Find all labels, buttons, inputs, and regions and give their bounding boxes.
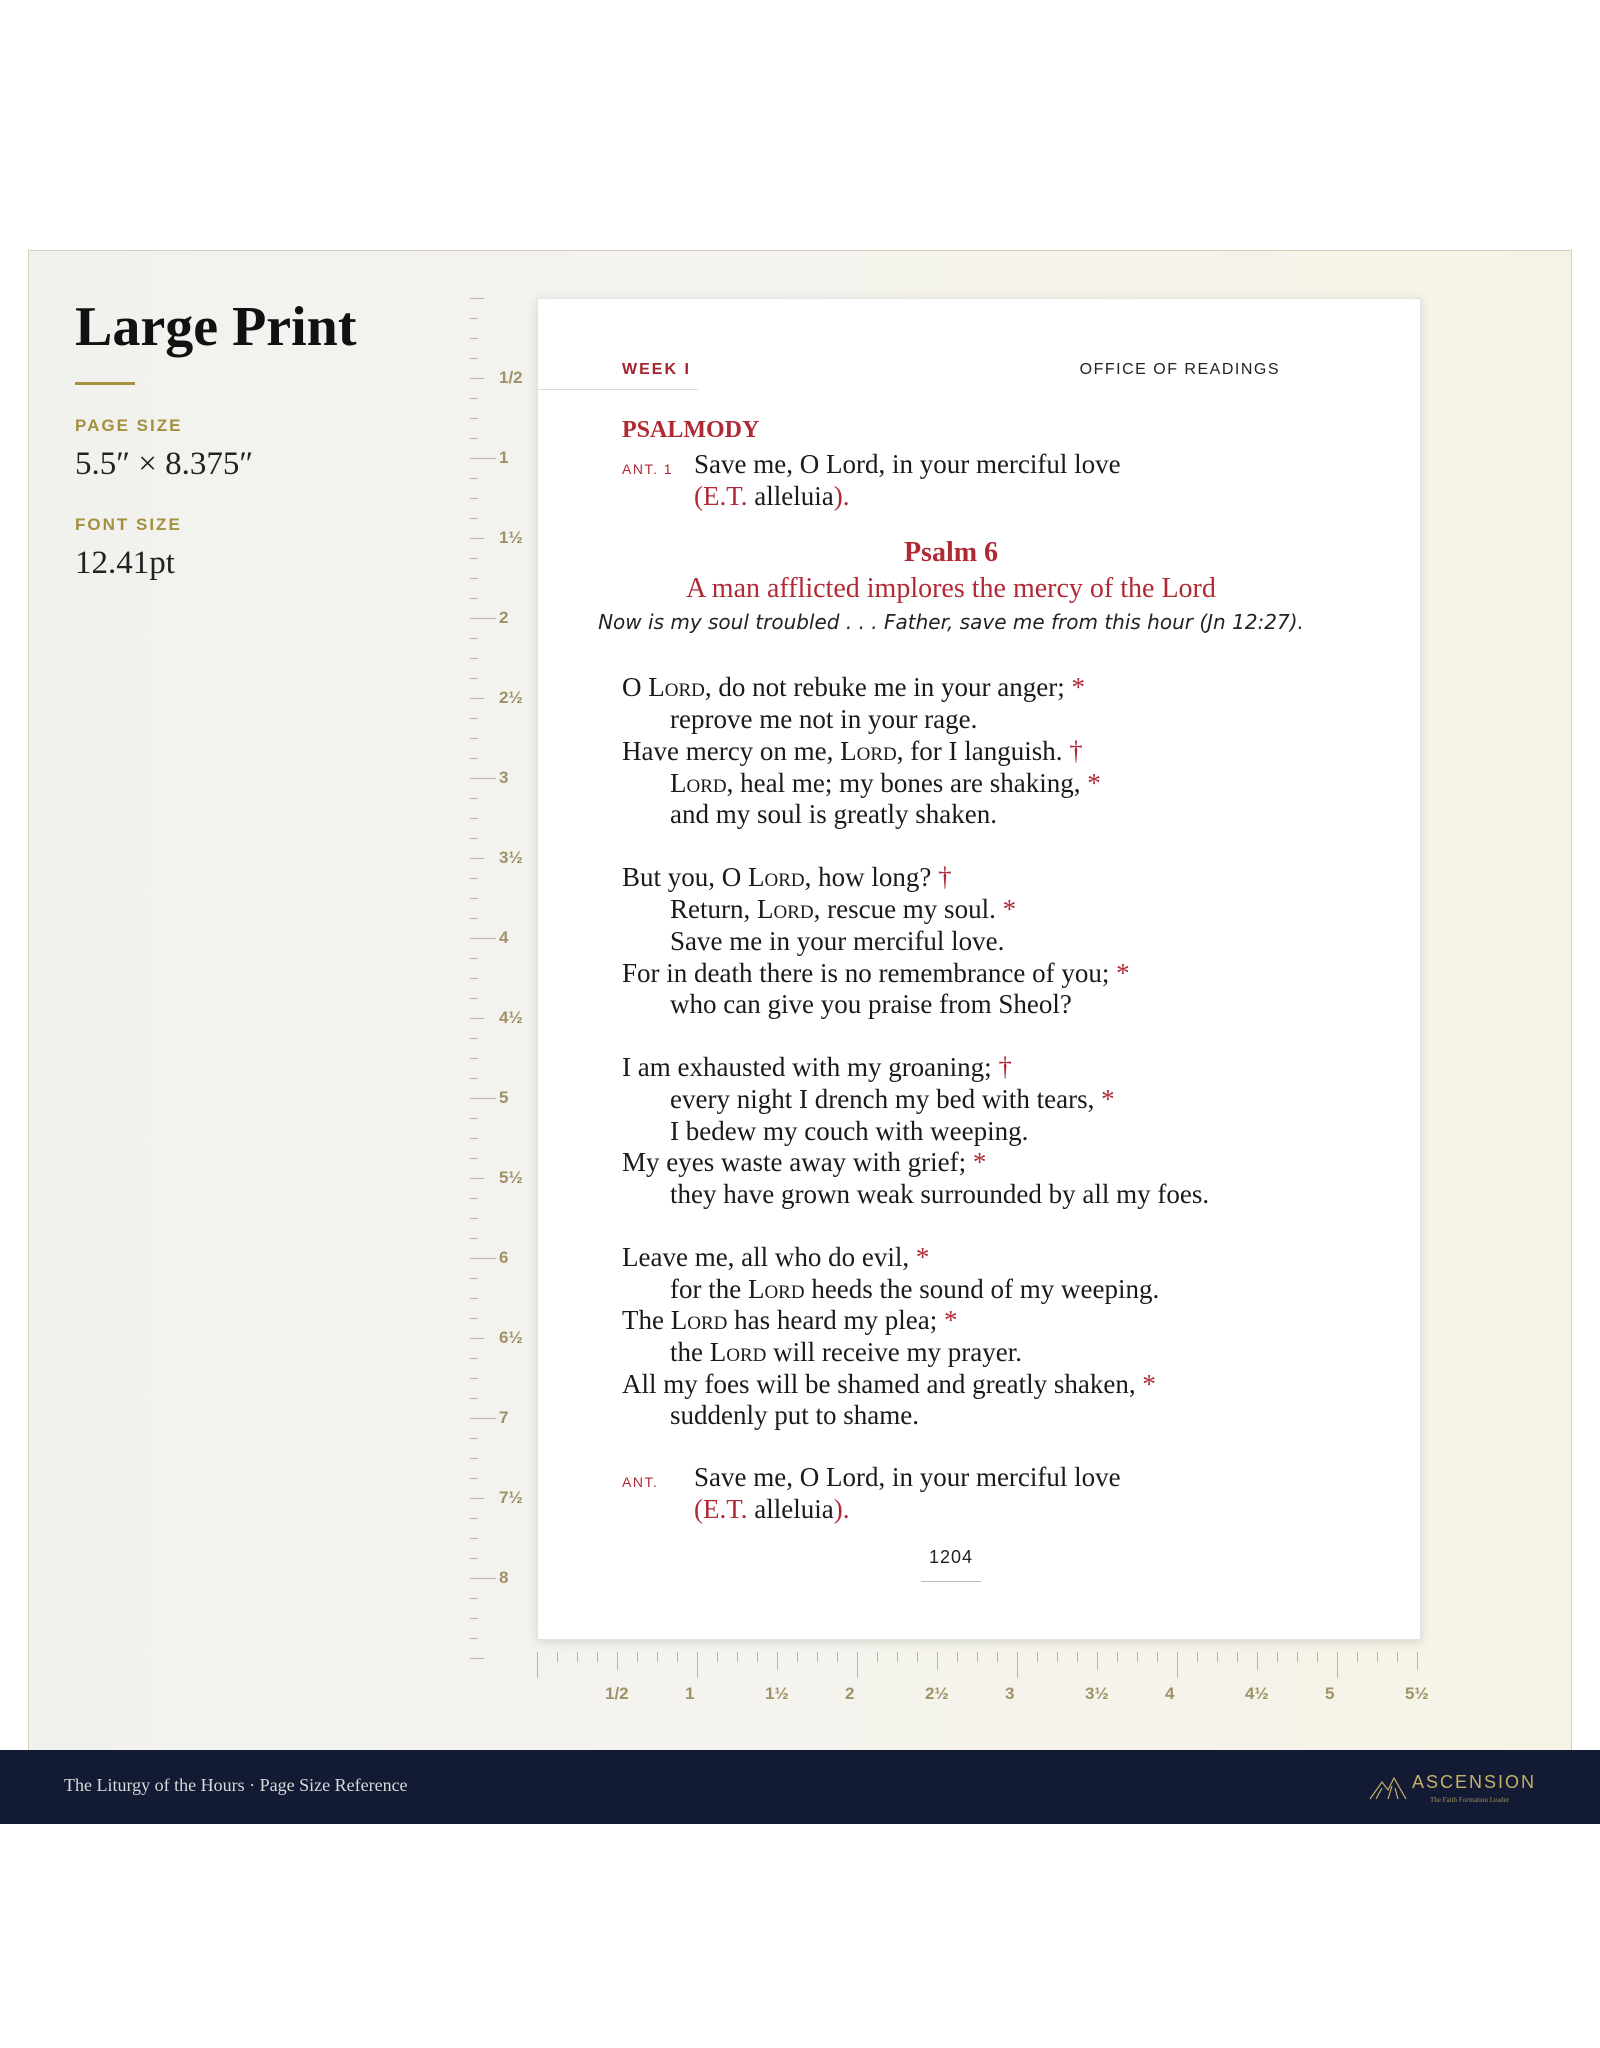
ruler-minor-tick — [470, 1358, 478, 1359]
page-size-value: 5.5″ × 8.375″ — [75, 446, 254, 482]
ruler-minor-tick — [470, 498, 478, 499]
verse-line: and my soul is greatly shaken. — [670, 799, 997, 829]
ruler-minor-tick — [470, 1598, 478, 1599]
ruler-major-tick — [470, 1658, 484, 1659]
section-heading: PSALMODY — [622, 417, 760, 443]
ruler-minor-tick — [470, 818, 478, 819]
verse-line: But you, O Lord, how long? † — [622, 862, 952, 892]
antiphon-line-2 — [694, 481, 849, 512]
dagger-mark: † — [998, 1052, 1012, 1082]
ruler-minor-tick — [470, 678, 478, 679]
ruler-minor-tick — [470, 1478, 478, 1479]
ruler-major-tick — [470, 938, 496, 939]
verse-line: All my foes will be shamed and greatly shaken, * — [622, 1369, 1156, 1399]
ruler-minor-tick — [470, 1538, 478, 1539]
et-close: ). — [833, 1494, 850, 1524]
verse-line: the Lord will receive my prayer. — [670, 1337, 1023, 1367]
ruler-label: 3 — [499, 768, 509, 787]
ruler-major-tick — [1257, 1652, 1258, 1670]
page-size-label: PAGE SIZE — [75, 416, 183, 435]
ruler-major-tick — [470, 778, 496, 779]
ruler-minor-tick — [657, 1652, 658, 1662]
ruler-major-tick — [777, 1652, 778, 1670]
verse-line: For in death there is no remembrance of you; * — [622, 958, 1130, 988]
ruler-major-tick — [470, 378, 484, 379]
ruler-major-tick — [470, 1578, 496, 1579]
running-header-right: OFFICE OF READINGS — [1079, 361, 1280, 378]
ruler-minor-tick — [470, 1198, 478, 1199]
ruler-major-tick — [537, 1652, 538, 1678]
ruler-major-tick — [697, 1652, 698, 1678]
ruler-label: 1½ — [765, 1684, 789, 1703]
page-title: Large Print — [75, 296, 357, 358]
ruler-minor-tick — [470, 438, 478, 439]
page-number: 1204 — [928, 1547, 974, 1567]
ruler-major-tick — [1097, 1652, 1098, 1670]
running-header-left: WEEK I — [622, 361, 691, 378]
horizontal-ruler — [530, 1650, 1430, 1710]
ruler-label: 1 — [685, 1684, 695, 1703]
ruler-major-tick — [470, 698, 484, 699]
ruler-minor-tick — [470, 1438, 478, 1439]
ruler-minor-tick — [557, 1652, 558, 1662]
ruler-minor-tick — [470, 1078, 478, 1079]
alleluia-text: alleluia — [747, 1494, 834, 1524]
ruler-minor-tick — [1357, 1652, 1358, 1662]
ruler-minor-tick — [470, 338, 478, 339]
ruler-label: 6 — [499, 1248, 509, 1267]
ruler-minor-tick — [797, 1652, 798, 1662]
ruler-major-tick — [470, 1258, 496, 1259]
ruler-label: 2 — [845, 1684, 855, 1703]
ruler-minor-tick — [1277, 1652, 1278, 1662]
ruler-minor-tick — [1137, 1652, 1138, 1662]
ruler-minor-tick — [1157, 1652, 1158, 1662]
ruler-label: 5 — [1325, 1684, 1335, 1703]
ruler-minor-tick — [470, 398, 478, 399]
brand-name: ASCENSION — [1412, 1772, 1537, 1792]
verse-line: O Lord, do not rebuke me in your anger; * — [622, 672, 1086, 702]
ruler-minor-tick — [470, 418, 478, 419]
ruler-major-tick — [470, 1098, 496, 1099]
ruler-minor-tick — [470, 1118, 478, 1119]
asterisk-mark: * — [1142, 1369, 1156, 1399]
ruler-label: 5½ — [499, 1168, 523, 1187]
verse-line: The Lord has heard my plea; * — [622, 1305, 958, 1335]
ruler-label: 4½ — [499, 1008, 523, 1027]
ruler-minor-tick — [597, 1652, 598, 1662]
ruler-minor-tick — [470, 878, 478, 879]
ruler-minor-tick — [470, 898, 478, 899]
ruler-major-tick — [470, 458, 496, 459]
ruler-minor-tick — [997, 1652, 998, 1662]
ruler-minor-tick — [897, 1652, 898, 1662]
ruler-minor-tick — [1057, 1652, 1058, 1662]
psalm-quote: Now is my soul troubled . . . Father, save me from this hour (Jn 12:27). — [598, 610, 1304, 634]
ruler-label: 4½ — [1245, 1684, 1269, 1703]
ruler-label: 4 — [1165, 1684, 1175, 1703]
ruler-minor-tick — [1217, 1652, 1218, 1662]
ruler-minor-tick — [1397, 1652, 1398, 1662]
ruler-minor-tick — [757, 1652, 758, 1662]
ruler-minor-tick — [470, 1638, 478, 1639]
ruler-minor-tick — [1037, 1652, 1038, 1662]
ruler-major-tick — [617, 1652, 618, 1670]
ruler-minor-tick — [470, 1218, 478, 1219]
ruler-minor-tick — [1297, 1652, 1298, 1662]
ruler-minor-tick — [470, 1298, 478, 1299]
ruler-minor-tick — [470, 918, 478, 919]
ruler-minor-tick — [470, 1618, 478, 1619]
ruler-minor-tick — [470, 1518, 478, 1519]
et-marker: (E.T. — [694, 481, 748, 511]
ruler-minor-tick — [837, 1652, 838, 1662]
ruler-label: 1/2 — [605, 1684, 629, 1703]
ruler-label: 8 — [499, 1568, 509, 1587]
brand-logo — [1368, 1766, 1548, 1810]
ruler-minor-tick — [1117, 1652, 1118, 1662]
ruler-minor-tick — [470, 1278, 478, 1279]
dagger-mark: † — [1069, 736, 1083, 766]
ruler-minor-tick — [470, 1558, 478, 1559]
ruler-label: 5 — [499, 1088, 509, 1107]
antiphon-line: Save me, O Lord, in your merciful love — [694, 449, 1121, 479]
ruler-minor-tick — [470, 638, 478, 639]
ruler-minor-tick — [1077, 1652, 1078, 1662]
ruler-minor-tick — [1377, 1652, 1378, 1662]
verse-line: Return, Lord, rescue my soul. * — [670, 894, 1017, 924]
font-size-value: 12.41pt — [75, 545, 175, 581]
font-size-label: FONT SIZE — [75, 515, 182, 534]
ruler-major-tick — [470, 1498, 484, 1499]
ruler-label: 3 — [1005, 1684, 1015, 1703]
verse-line: every night I drench my bed with tears, * — [670, 1084, 1115, 1114]
antiphon-tag-closing: ANT. — [622, 1474, 659, 1490]
ruler-label: 6½ — [499, 1328, 523, 1347]
ruler-minor-tick — [470, 798, 478, 799]
ruler-major-tick — [470, 618, 496, 619]
ruler-minor-tick — [737, 1652, 738, 1662]
verse-line: My eyes waste away with grief; * — [622, 1147, 987, 1177]
ruler-minor-tick — [470, 978, 478, 979]
et-marker: (E.T. — [694, 1494, 748, 1524]
antiphon-line: Save me, O Lord, in your merciful love — [694, 1462, 1121, 1492]
ruler-label: 2 — [499, 608, 509, 627]
antiphon-tag: ANT. 1 — [622, 461, 674, 477]
psalm-subtitle: A man afflicted implores the mercy of the Lord — [686, 573, 1216, 604]
ruler-label: 1 — [499, 448, 509, 467]
ruler-minor-tick — [470, 1238, 478, 1239]
ruler-label: 2½ — [499, 688, 523, 707]
verse-line: I am exhausted with my groaning; † — [622, 1052, 1012, 1082]
ruler-major-tick — [470, 1018, 484, 1019]
ruler-major-tick — [470, 1338, 484, 1339]
ruler-minor-tick — [637, 1652, 638, 1662]
psalm-title: Psalm 6 — [903, 537, 999, 568]
asterisk-mark: * — [915, 1242, 930, 1272]
page-number-rule — [921, 1581, 981, 1582]
alleluia-text: alleluia — [747, 481, 834, 511]
ruler-label: 7 — [499, 1408, 509, 1427]
ruler-label: 5½ — [1405, 1684, 1429, 1703]
ruler-minor-tick — [470, 838, 478, 839]
verse-line: who can give you praise from Sheol? — [670, 989, 1072, 1019]
footer-text: The Liturgy of the Hours · Page Size Reference — [64, 1775, 408, 1795]
ruler-label: 3½ — [1085, 1684, 1109, 1703]
ruler-minor-tick — [470, 758, 478, 759]
ruler-major-tick — [1177, 1652, 1178, 1678]
ruler-label: 2½ — [925, 1684, 949, 1703]
ruler-minor-tick — [470, 558, 478, 559]
asterisk-mark: * — [1002, 894, 1017, 924]
verse-line: suddenly put to shame. — [670, 1400, 919, 1430]
ruler-minor-tick — [577, 1652, 578, 1662]
verse-line: Lord, heal me; my bones are shaking, * — [670, 768, 1101, 798]
ruler-minor-tick — [470, 1378, 478, 1379]
verse-line: reprove me not in your rage. — [670, 704, 978, 734]
ruler-minor-tick — [677, 1652, 678, 1662]
ruler-minor-tick — [1197, 1652, 1198, 1662]
ruler-minor-tick — [1237, 1652, 1238, 1662]
verse-line: for the Lord heeds the sound of my weeping. — [670, 1274, 1160, 1304]
ruler-minor-tick — [957, 1652, 958, 1662]
verse-line: Leave me, all who do evil, * — [622, 1242, 930, 1272]
dagger-mark: † — [938, 862, 952, 892]
ruler-label: 1/2 — [499, 368, 523, 387]
ruler-minor-tick — [470, 1458, 478, 1459]
antiphon-line-2 — [694, 1494, 849, 1525]
ruler-minor-tick — [470, 518, 478, 519]
asterisk-mark: * — [1071, 672, 1086, 702]
asterisk-mark: * — [944, 1305, 958, 1335]
ruler-minor-tick — [470, 738, 478, 739]
ruler-major-tick — [470, 1178, 484, 1179]
ruler-minor-tick — [817, 1652, 818, 1662]
asterisk-mark: * — [1101, 1084, 1115, 1114]
ruler-minor-tick — [470, 1318, 478, 1319]
ruler-major-tick — [1017, 1652, 1018, 1678]
ruler-minor-tick — [470, 1158, 478, 1159]
title-divider — [75, 382, 135, 385]
ruler-major-tick — [857, 1652, 858, 1678]
ruler-major-tick — [1337, 1652, 1338, 1678]
ruler-minor-tick — [877, 1652, 878, 1662]
ruler-minor-tick — [917, 1652, 918, 1662]
ruler-major-tick — [937, 1652, 938, 1670]
brand-tagline: The Faith Formation Leader — [1430, 1796, 1510, 1804]
header-rule — [538, 389, 698, 390]
sample-page — [537, 298, 1421, 1640]
ruler-major-tick — [470, 538, 484, 539]
ruler-minor-tick — [470, 1058, 478, 1059]
ruler-minor-tick — [470, 718, 478, 719]
ruler-major-tick — [1417, 1652, 1418, 1670]
ruler-label: 4 — [499, 928, 509, 947]
ruler-minor-tick — [470, 318, 478, 319]
ruler-minor-tick — [470, 358, 478, 359]
mountain-logo-icon — [1368, 1774, 1408, 1800]
verse-line: Save me in your merciful love. — [670, 926, 1005, 956]
ruler-minor-tick — [470, 958, 478, 959]
ruler-minor-tick — [717, 1652, 718, 1662]
asterisk-mark: * — [972, 1147, 987, 1177]
ruler-minor-tick — [470, 598, 478, 599]
ruler-label: 1½ — [499, 528, 523, 547]
ruler-minor-tick — [470, 1138, 478, 1139]
ruler-minor-tick — [1317, 1652, 1318, 1662]
et-close: ). — [833, 481, 850, 511]
ruler-minor-tick — [470, 1038, 478, 1039]
ruler-label: 7½ — [499, 1488, 523, 1507]
vertical-ruler — [468, 290, 538, 1650]
verse-line: they have grown weak surrounded by all my foes. — [670, 1179, 1210, 1209]
ruler-major-tick — [470, 1418, 496, 1419]
ruler-major-tick — [470, 298, 484, 299]
ruler-minor-tick — [470, 998, 478, 999]
verse-line: Have mercy on me, Lord, for I languish. † — [622, 736, 1083, 766]
ruler-minor-tick — [470, 658, 478, 659]
ruler-major-tick — [470, 858, 484, 859]
ruler-minor-tick — [977, 1652, 978, 1662]
ruler-minor-tick — [470, 578, 478, 579]
ruler-minor-tick — [470, 478, 478, 479]
ruler-label: 3½ — [499, 848, 523, 867]
footer-bar — [0, 1750, 1600, 1824]
verse-line: I bedew my couch with weeping. — [670, 1116, 1029, 1146]
asterisk-mark: * — [1116, 958, 1130, 988]
ruler-minor-tick — [470, 1398, 478, 1399]
asterisk-mark: * — [1087, 768, 1101, 798]
